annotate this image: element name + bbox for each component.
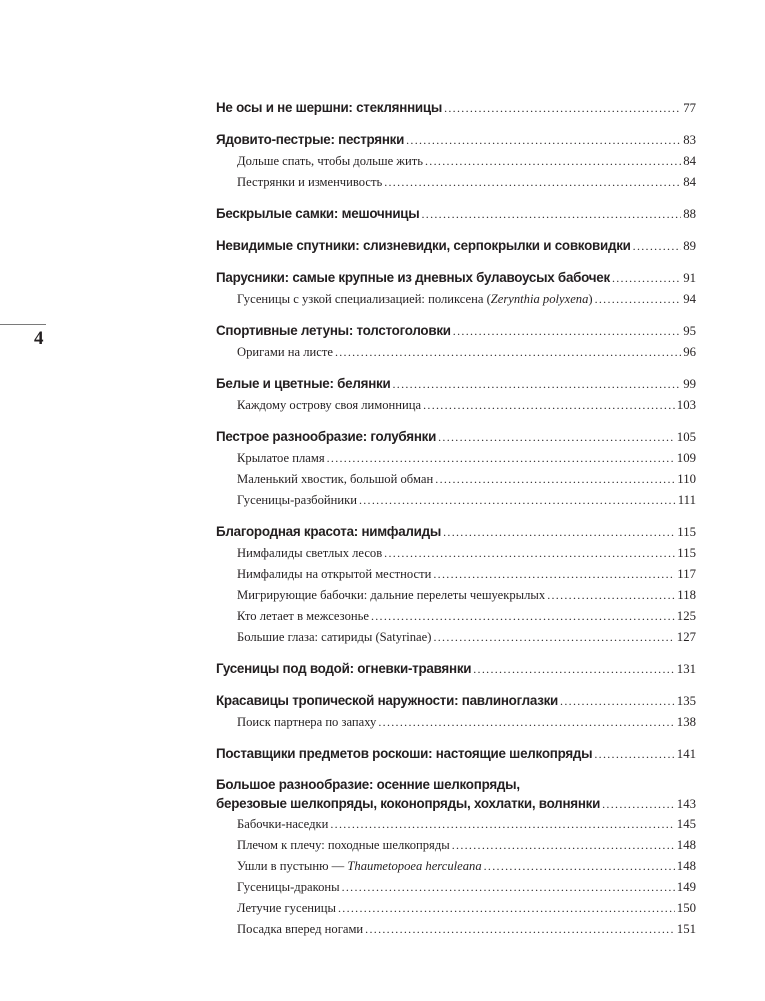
toc-subsection-entry[interactable] [216,627,696,648]
toc-leader-dots [595,289,682,310]
toc-leader-dots [633,235,682,257]
toc-entry-title [237,172,382,193]
toc-chapter-entry[interactable] [216,521,696,543]
toc-page-number: 138 [676,715,696,729]
toc-leader-dots [423,395,675,416]
toc-entry-title-text: Пестрянки и изменчивость [237,175,383,189]
toc-entry-title-text: Бабочки-наседки [237,817,329,831]
toc-page-number: 148 [676,838,696,852]
toc-entry-title [216,794,600,814]
toc-entry-title-text: Кто летает в межсезонье [237,609,369,623]
toc-entry-title [237,606,369,627]
toc-leader-dots [484,856,675,877]
toc-entry-title [237,919,363,940]
toc-page-number: 115 [677,525,696,539]
toc-entry-title: Гусеницы с узкой специализацией: поликсена (Zerynthia polyxena) [237,292,593,306]
toc-leader-dots [612,267,681,289]
toc-leader-dots [547,585,675,606]
section-gap [216,511,696,521]
section-gap [216,733,696,743]
toc-entry-title [216,129,404,151]
toc-entry-title-text: Поиск партнера по запаху [237,715,377,729]
toc-page-number: 115 [677,546,696,560]
toc-entry-title [237,835,450,856]
section-gap [216,193,696,203]
toc-chapter-entry[interactable] [216,203,696,225]
toc-entry-title [216,426,436,448]
toc-page-number: 95 [683,324,696,338]
toc-subsection-entry[interactable] [216,469,696,490]
toc-leader-dots [453,320,681,342]
toc-page-number: 141 [676,747,696,761]
section-gap [216,363,696,373]
toc-entry-title [237,469,433,490]
toc-chapter-entry[interactable] [216,129,696,151]
toc-leader-dots [359,490,676,511]
toc-entry-title-text: Бескрылые самки: мешочницы [216,206,420,221]
toc-page-number: 131 [676,662,696,676]
toc-leader-dots [392,373,681,395]
toc-subsection-entry[interactable] [216,898,696,919]
toc-page-number: 143 [676,797,696,811]
toc-leader-dots [594,743,674,765]
toc-page-number: 110 [677,472,696,486]
toc-entry-title-text: Парусники: самые крупные из дневных булавоусых бабочек [216,270,610,285]
toc-entry-title-text: Крылатое пламя [237,451,325,465]
toc-entry-title [237,627,431,648]
toc-entry-title [237,712,376,733]
toc-leader-dots [473,658,675,680]
toc-leader-dots [330,814,674,835]
toc-entry-title-text: Плечом к плечу: походные шелкопряды [237,838,450,852]
toc-leader-dots [342,877,675,898]
toc-entry-title-text: березовые шелкопряды, коконопряды, хохлатки, волнянки [216,796,601,811]
toc-leader-dots [602,794,675,814]
toc-chapter-entry[interactable] [216,235,696,257]
toc-subsection-entry[interactable] [216,712,696,733]
toc-entry-title-text: Большие глаза: сатириды (Satyrinae) [237,630,432,644]
toc-entry-title-text: Не осы и не шершни: стеклянницы [216,100,443,115]
toc-page-number: 118 [677,588,696,602]
toc-entry-title-text: Благородная красота: нимфалиды [216,524,442,539]
toc-page-number: 84 [683,175,696,189]
toc-chapter-entry[interactable] [216,690,696,712]
toc-entry-title-text: Невидимые спутники: слизневидки, серпокрылки и совковидки [216,238,631,253]
toc-subsection-entry[interactable] [216,395,696,416]
toc-leader-dots [435,469,675,490]
toc-page-number: 135 [676,694,696,708]
toc-page-number: 150 [676,901,696,915]
toc-page-number: 88 [683,207,696,221]
toc-entry-title [237,814,328,835]
toc-leader-dots [384,172,681,193]
toc-page-number: 94 [683,292,696,306]
toc-leader-dots [444,97,681,119]
toc-chapter-entry[interactable] [216,743,696,765]
toc-chapter-title-line1: Большое разнообразие: осенние шелкопряды, [216,777,520,792]
toc-entry-title [237,898,336,919]
section-gap [216,648,696,658]
toc-entry-title [216,658,471,680]
toc-leader-dots [371,606,675,627]
toc-page-number: 99 [683,377,696,391]
toc-entry-title-text: Ядовито-пестрые: пестрянки [216,132,405,147]
section-gap [216,416,696,426]
toc-subsection-entry[interactable] [216,289,696,310]
toc-leader-dots [433,564,675,585]
toc-leader-dots [378,712,674,733]
toc-page-number: 127 [676,630,696,644]
toc-leader-dots [421,203,681,225]
toc-page-number: 89 [683,239,696,253]
toc-page-number: 149 [676,880,696,894]
toc-entry-title [216,267,610,289]
table-of-contents [216,97,696,940]
toc-subsection-entry[interactable] [216,151,696,172]
toc-entry-title [237,856,482,877]
toc-entry-title-text: Поставщики предметов роскоши: настоящие шелкопряды [216,746,593,761]
section-gap [216,765,696,775]
toc-page-number: 84 [683,154,696,168]
toc-entry-title [237,543,382,564]
section-gap [216,310,696,320]
toc-subsection-entry[interactable] [216,606,696,627]
page-number: 4 [34,328,44,349]
toc-leader-dots [335,342,681,363]
toc-page-number: 151 [676,922,696,936]
toc-entry-title-text: Нимфалиды светлых лесов [237,546,383,560]
toc-entry-title-text: Каждому острову своя лимонница [237,398,422,412]
toc-page-number: 145 [676,817,696,831]
toc-entry-title [216,690,558,712]
toc-entry-title [237,395,421,416]
toc-entry-title [237,448,325,469]
toc-leader-dots [438,426,675,448]
toc-entry-title-text: Летучие гусеницы [237,901,336,915]
toc-leader-dots [425,151,681,172]
toc-subsection-entry[interactable] [216,585,696,606]
page-edge-rule [0,324,46,325]
toc-entry-title-text: Дольше спать, чтобы дольше жить [237,154,423,168]
toc-page-number: 111 [677,493,696,507]
toc-subsection-entry[interactable] [216,856,696,877]
toc-subsection-entry[interactable] [216,342,696,363]
toc-entry-title-text: Маленький хвостик, большой обман [237,472,434,486]
toc-entry-title-text: Пестрое разнообразие: голубянки [216,429,437,444]
toc-page-number: 96 [683,345,696,359]
toc-entry-title-latin: Thaumetopoea herculeana [347,859,482,873]
toc-entry-title [237,564,431,585]
section-gap [216,680,696,690]
toc-entry-title-text: Посадка вперед ногами [237,922,364,936]
toc-leader-dots [433,627,674,648]
toc-chapter-entry[interactable] [216,794,696,814]
toc-page-number: 109 [676,451,696,465]
toc-leader-dots [452,835,675,856]
toc-entry-title [237,877,340,898]
section-gap [216,119,696,129]
toc-page-number: 148 [676,859,696,873]
toc-subsection-entry[interactable] [216,835,696,856]
toc-page-number: 83 [683,133,696,147]
toc-entry-title-text: Оригами на листе [237,345,333,359]
toc-entry-title [216,203,419,225]
toc-entry-title [216,97,442,119]
toc-page-number: 91 [683,271,696,285]
toc-entry-title-text: Ушли в пустыню — [237,859,345,873]
toc-entry-title [216,521,441,543]
toc-subsection-entry[interactable] [216,564,696,585]
toc-subsection-entry[interactable] [216,448,696,469]
toc-page-number: 125 [676,609,696,623]
toc-entry-title [216,373,390,395]
toc-subsection-entry[interactable] [216,919,696,940]
section-gap [216,225,696,235]
toc-entry-title [237,342,333,363]
toc-leader-dots [338,898,675,919]
toc-chapter-entry[interactable] [216,373,696,395]
section-gap [216,257,696,267]
toc-entry-title-text: Гусеницы-разбойники [237,493,357,507]
toc-entry-title-text: Гусеницы-драконы [237,880,340,894]
toc-chapter-entry[interactable] [216,426,696,448]
toc-entry-title [216,743,592,765]
toc-entry-title-text: Спортивные летуны: толстоголовки [216,323,451,338]
toc-entry-title-text: Красавицы тропической наружности: павлиноглазки [216,693,559,708]
toc-leader-dots [406,129,681,151]
toc-chapter-entry[interactable] [216,97,696,119]
toc-page-number: 103 [676,398,696,412]
toc-entry-title-text: Белые и цветные: белянки [216,376,391,391]
toc-leader-dots [327,448,675,469]
toc-leader-dots [443,521,675,543]
toc-entry-title [237,151,423,172]
toc-subsection-entry[interactable] [216,877,696,898]
toc-entry-title-text: Гусеницы с узкой специализацией: поликсена [237,292,484,306]
toc-leader-dots [384,543,675,564]
toc-entry-title [216,235,631,257]
toc-chapter-entry[interactable] [216,658,696,680]
toc-entry-title-text: Нимфалиды на открытой местности [237,567,432,581]
toc-subsection-entry[interactable] [216,543,696,564]
toc-entry-title [216,320,451,342]
toc-chapter-entry[interactable] [216,267,696,289]
toc-entry-title [237,585,545,606]
toc-entry-title-text: Гусеницы под водой: огневки-травянки [216,661,472,676]
toc-leader-dots [560,690,675,712]
toc-subsection-entry[interactable] [216,490,696,511]
toc-subsection-entry[interactable] [216,814,696,835]
toc-page-number: 105 [676,430,696,444]
toc-subsection-entry[interactable] [216,172,696,193]
toc-entry-title [237,490,357,511]
toc-chapter-entry[interactable] [216,320,696,342]
toc-entry-title-text: Мигрирующие бабочки: дальние перелеты чешуекрылых [237,588,546,602]
toc-entry-title-latin: Zerynthia polyxena [490,292,589,306]
toc-page-number: 77 [683,101,696,115]
toc-leader-dots [365,919,675,940]
toc-page-number: 117 [677,567,696,581]
